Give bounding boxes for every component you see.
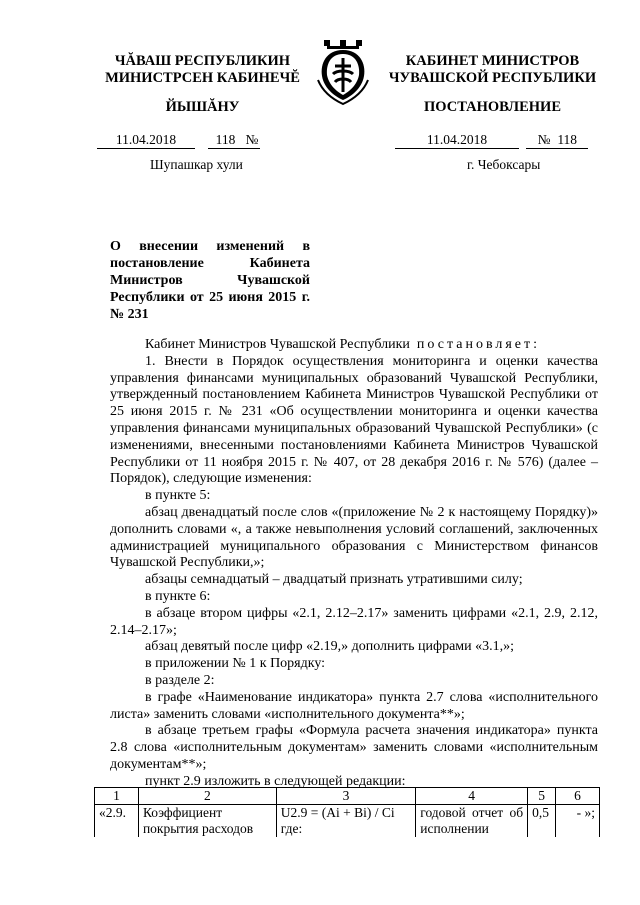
date-right: 11.04.2018 <box>395 132 519 149</box>
table-cell-formula <box>276 805 416 838</box>
table-cell-indicator: Коэффициент покрытия расходов <box>138 805 276 838</box>
table-header-cell: 5 <box>528 788 556 805</box>
body-paragraph: 1. Внести в Порядок осуществления мониторинга и оценки качества управления финансами муниципальных образований Чувашской Республики, утвержденный постановлением Кабинета Министров Чувашской Республики от 25 июня 2015 г. № 231 «Об осуществлении мониторинга и оценки качества управления финансами муниципальных образований Чувашской Республики» (с изменениями, внесенными постановлениями Кабинета Министров Чувашской Республики от 11 ноября 2015 г. № 407, от 28 декабря 2016 г. № 576) (далее – Порядок), следующие изменения: <box>110 353 598 487</box>
city-right: г. Чебоксары <box>467 157 541 172</box>
header-left-line2: МИНИСТРСЕН КАБИНЕЧĔ <box>105 70 300 86</box>
decree-subject: О внесении изменений в постановление Кабинета Министров Чувашской Республики от 25 июня 2015 г. № 231 <box>110 239 310 322</box>
header-left <box>80 53 325 87</box>
table-cell-source: годовой отчет об исполнении <box>416 805 528 838</box>
table-cell-note: - »; <box>556 805 600 838</box>
number-left-sign: № <box>245 132 259 147</box>
decree-body <box>110 337 598 791</box>
table-header-cell: 6 <box>556 788 600 805</box>
body-paragraph: в пункте 6: <box>145 588 211 604</box>
number-left <box>208 132 260 149</box>
formula-where: где: <box>280 821 303 836</box>
decree-title-left: ЙЫШĂНУ <box>165 99 240 115</box>
body-paragraph: абзацы семнадцатый – двадцатый признать утратившими силу; <box>145 572 523 588</box>
body-paragraph: в приложении № 1 к Порядку: <box>145 656 326 672</box>
indicator-table <box>94 787 600 837</box>
decree-title-right: ПОСТАНОВЛЕНИЕ <box>423 99 561 115</box>
header-right-line2: ЧУВАШСКОЙ РЕСПУБЛИКИ <box>388 70 597 86</box>
body-paragraph: в графе «Наименование индикатора» пункта 2.7 слова «исполнительного листа» заменить словами «исполнительного документа**»; <box>110 689 598 722</box>
number-left-value: 118 <box>215 132 236 147</box>
intro-verb: постановляет: <box>416 337 541 352</box>
number-right <box>526 132 588 149</box>
chuvashia-emblem-icon <box>316 40 370 106</box>
table-row <box>95 805 600 838</box>
intro-paragraph <box>110 337 598 354</box>
header-right <box>385 53 600 87</box>
formula-text: U2.9 = (Ai + Bi) / Ci <box>280 805 395 820</box>
header-right-line1: КАБИНЕТ МИНИСТРОВ <box>405 53 580 69</box>
table-cell-number: «2.9. <box>95 805 139 838</box>
body-paragraph: в абзаце втором цифры «2.1, 2.12–2.17» заменить цифрами «2.1, 2.9, 2.12, 2.14–2.17»; <box>110 605 598 638</box>
number-right-value: 118 <box>557 132 578 147</box>
body-paragraph: абзац девятый после цифр «2.19,» дополнить цифрами «3.1,»; <box>145 639 515 655</box>
table-cell-weight: 0,5 <box>528 805 556 838</box>
table-header-cell: 1 <box>95 788 139 805</box>
intro-text: Кабинет Министров Чувашской Республики <box>145 337 410 352</box>
date-line-left <box>97 132 260 148</box>
body-paragraph: в пункте 5: <box>145 488 211 504</box>
date-line-right <box>395 132 588 148</box>
body-paragraph: абзац двенадцатый после слов «(приложение № 2 к настоящему Порядку)» дополнить словами «, а также невыполнения условий соглашений, заключенных администрацией муниципального образования с Министерством финансов Чувашской Республики,»; <box>110 504 598 571</box>
date-left: 11.04.2018 <box>97 132 195 149</box>
body-paragraph: в разделе 2: <box>145 672 215 688</box>
number-right-sign: № <box>537 132 551 147</box>
header-left-line1: ЧĂВАШ РЕСПУБЛИКИН <box>114 53 291 69</box>
table-header-cell: 3 <box>276 788 416 805</box>
city-left: Шупашкар хули <box>150 157 243 172</box>
body-paragraph: в абзаце третьем графы «Формула расчета значения индикатора» пункта 2.8 слова «исполнительным документам» заменить словами «исполнительным документам**»; <box>110 723 598 772</box>
body-paragraph: пункт 2.9 изложить в следующей редакции: <box>145 773 406 789</box>
table-header-row <box>95 788 600 805</box>
table-header-cell: 4 <box>416 788 528 805</box>
table-header-cell: 2 <box>138 788 276 805</box>
